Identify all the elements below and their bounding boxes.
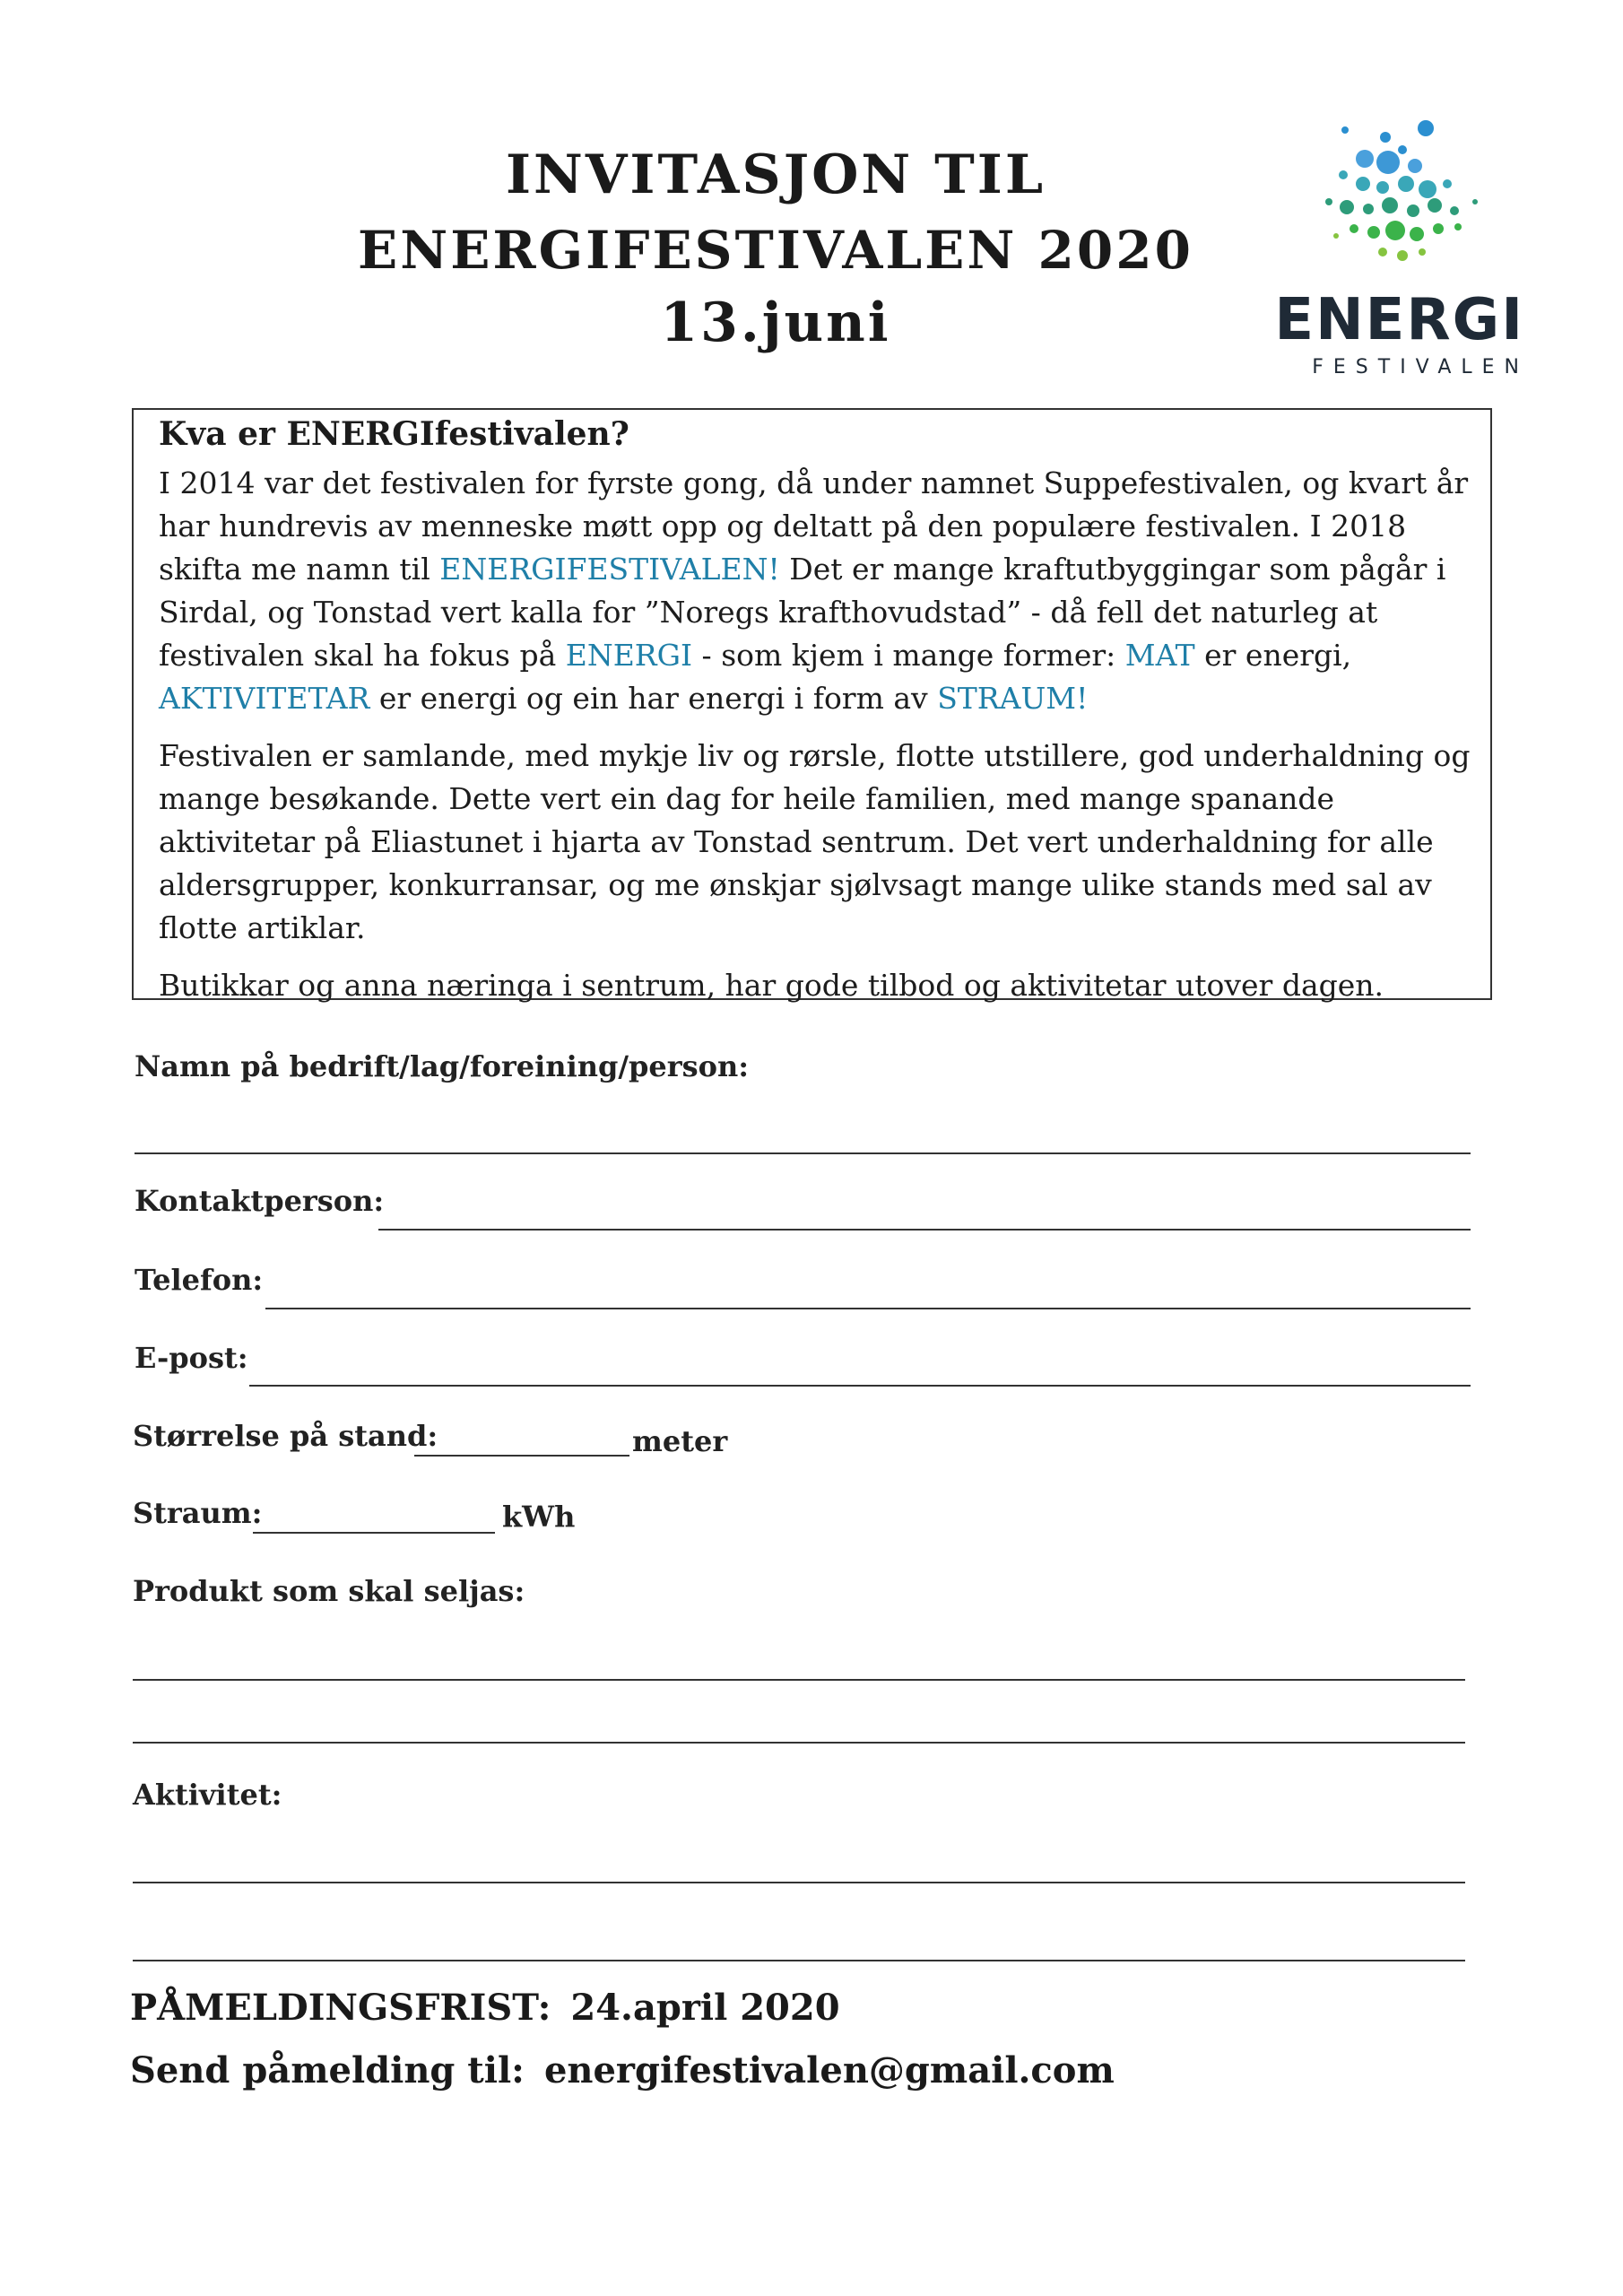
title-line-2: ENERGIFESTIVALEN 2020 [358, 220, 1193, 281]
stand-size-label: Størrelse på stand: [133, 1419, 438, 1453]
activity-field-line-2[interactable] [133, 1960, 1465, 1961]
power-unit: kWh [502, 1500, 576, 1534]
logo-subtitle: FESTIVALEN [1312, 356, 1529, 378]
info-paragraph-2: Festivalen er samlande, med mykje liv og rørsle, flotte utstillere, god underhaldning og mange besøkande. Dette vert ein dag for heile familien, med mange spanande aktivitetar på Eliastunet i hjarta av Tonstad sentrum. Det vert underhaldning for alle aldersgrupper, konkurransar, og me ønskjar sjølvsagt mange ulike stands med sal av flotte artiklar. [159, 738, 1471, 945]
highlight-straum: STRAUM! [937, 681, 1089, 716]
activity-field-line-1[interactable] [133, 1882, 1465, 1883]
product-label: Produkt som skal seljas: [133, 1574, 525, 1608]
logo-wordmark: ENERGI [1274, 287, 1524, 353]
text: er energi, [1194, 638, 1352, 673]
product-field-line-1[interactable] [133, 1679, 1465, 1681]
send-email-link[interactable]: energifestivalen@gmail.com [543, 2049, 1115, 2092]
highlight-energifestivalen: ENERGIFESTIVALEN! [439, 552, 780, 587]
energifestivalen-logo [1273, 112, 1529, 399]
stand-size-field[interactable] [414, 1455, 629, 1457]
deadline [130, 1987, 840, 2029]
title-date: 13.juni [660, 291, 891, 354]
name-field[interactable] [135, 1152, 1471, 1154]
info-heading: Kva er ENERGIfestivalen? [159, 415, 629, 453]
power-label: Straum: [133, 1496, 263, 1530]
activity-label: Aktivitet: [133, 1778, 282, 1812]
email-field[interactable] [249, 1385, 1471, 1387]
name-label: Namn på bedrift/lag/foreining/person: [135, 1049, 750, 1083]
phone-label: Telefon: [135, 1263, 264, 1297]
text: I 2014 var det festivalen for fyrste gong, då under namnet Suppefestivalen, og kvart år har hundrevis av menneske møtt opp og deltatt på den populære festivalen. I 2018 skifta me namn til [159, 465, 1469, 587]
contact-label: Kontaktperson: [135, 1184, 385, 1218]
highlight-aktivitetar: AKTIVITETAR [159, 681, 370, 716]
info-paragraph-1 [159, 462, 1472, 720]
power-field[interactable] [253, 1532, 495, 1534]
text: er energi og ein har energi i form av [369, 681, 938, 716]
highlight-energi: ENERGI [565, 638, 693, 673]
info-box [132, 408, 1492, 1003]
product-field-line-2[interactable] [133, 1742, 1465, 1744]
send-registration [130, 2049, 1115, 2092]
highlight-mat: MAT [1124, 638, 1195, 673]
deadline-label: PÅMELDINGSFRIST: [130, 1987, 551, 2029]
title-line-1: INVITASJON TIL [505, 144, 1046, 206]
info-paragraph-3: Butikkar og anna næringa i sentrum, har gode tilbod og aktivitetar utover dagen. [159, 968, 1384, 1003]
text: Det er mange kraftutbyggingar som pågår i Sirdal, og Tonstad vert kalla for ”Noregs krafthovudstad” - då fell det naturleg at festivalen skal ha fokus på [159, 552, 1446, 673]
deadline-date: 24.april 2020 [570, 1987, 840, 2029]
dots-logo-icon [1309, 112, 1497, 283]
email-label: E-post: [135, 1341, 248, 1375]
contact-field[interactable] [378, 1229, 1471, 1231]
stand-size-unit: meter [632, 1424, 728, 1458]
text: - som kjem i mange former: [692, 638, 1125, 673]
phone-field[interactable] [265, 1308, 1471, 1309]
send-label: Send påmelding til: [130, 2049, 525, 2092]
